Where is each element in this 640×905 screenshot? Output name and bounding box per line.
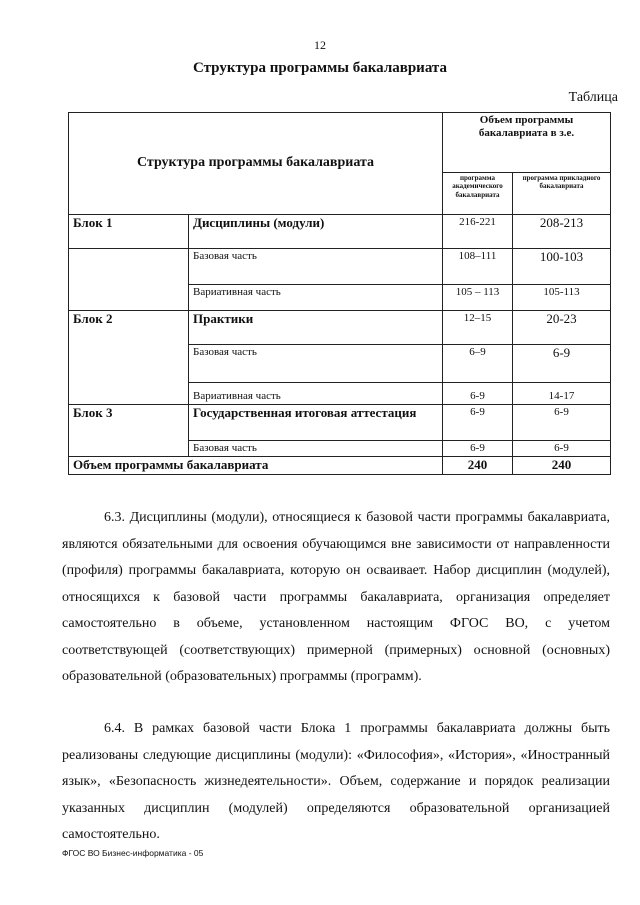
page-number: 12	[314, 38, 326, 52]
row-name: Базовая часть	[189, 249, 443, 285]
row-name: Государственная итоговая аттестация	[189, 405, 443, 441]
row-name: Базовая часть	[189, 441, 443, 457]
block-label	[69, 285, 189, 311]
row-name: Базовая часть	[189, 345, 443, 383]
row-name: Вариативная часть	[189, 383, 443, 405]
applied-value: 6-9	[513, 405, 611, 441]
table-row	[69, 345, 611, 383]
applied-value: 14-17	[513, 383, 611, 405]
block-label: Блок 3	[69, 405, 189, 441]
header-academic: программа академического бакалавриата	[443, 173, 513, 215]
total-academic: 240	[443, 457, 513, 475]
page-title: Структура программы бакалавриата	[193, 60, 447, 76]
block-label	[69, 249, 189, 285]
academic-value: 216-221	[443, 215, 513, 249]
paragraph-6-3	[62, 505, 610, 691]
header-applied: программа прикладного бакалавриата	[513, 173, 611, 215]
structure-table	[68, 112, 611, 475]
block-label: Блок 1	[69, 215, 189, 249]
paragraph-text: 6.4. В рамках базовой части Блока 1 программы бакалавриата должны быть реализованы следующие дисциплины (модули): «Философия», «История», «Иностранный язык», «Безопасность жизнедеятельности». Объем, содержание и порядок реализации указанных дисциплин (модулей) определяются образовательной организацией самостоятельно.	[62, 721, 610, 842]
table-label: Таблица	[568, 90, 618, 105]
applied-value: 6-9	[513, 441, 611, 457]
block-label: Блок 2	[69, 311, 189, 345]
row-name: Вариативная часть	[189, 285, 443, 311]
total-applied: 240	[513, 457, 611, 475]
header-structure: Структура программы бакалавриата	[69, 113, 443, 215]
academic-value: 108–111	[443, 249, 513, 285]
academic-value: 105 – 113	[443, 285, 513, 311]
footer-note: ФГОС ВО Бизнес-информатика - 05	[62, 848, 204, 858]
block-label	[69, 441, 189, 457]
table-row	[69, 441, 611, 457]
total-label: Объем программы бакалавриата	[69, 457, 443, 475]
header-volume: Объем программы бакалавриата в з.е.	[443, 113, 611, 173]
applied-value: 20-23	[513, 311, 611, 345]
table-row	[69, 215, 611, 249]
table-row	[69, 311, 611, 345]
applied-value: 100-103	[513, 249, 611, 285]
total-row	[69, 457, 611, 475]
applied-value: 6-9	[513, 345, 611, 383]
table-row	[69, 405, 611, 441]
academic-value: 6-9	[443, 441, 513, 457]
row-name: Практики	[189, 311, 443, 345]
table-row	[69, 383, 611, 405]
academic-value: 6-9	[443, 383, 513, 405]
paragraph-text: 6.3. Дисциплины (модули), относящиеся к базовой части программы бакалавриата, являются обязательными для освоения обучающимся вне зависимости от направленности (профиля) программы бакалавриата, которую он осваивает. Набор дисциплин (модулей), относящихся к базовой части программы бакалавриата, организация определяет самостоятельно в объеме, установленном настоящим ФГОС ВО, с учетом соответствующей (соответствующих) примерной (примерных) основной (основных) образовательной (образовательных) программы (программ).	[62, 510, 610, 684]
row-name: Дисциплины (модули)	[189, 215, 443, 249]
block-label	[69, 383, 189, 405]
applied-value: 208-213	[513, 215, 611, 249]
academic-value: 6-9	[443, 405, 513, 441]
table-row	[69, 285, 611, 311]
academic-value: 12–15	[443, 311, 513, 345]
table-row	[69, 249, 611, 285]
paragraph-6-4	[62, 716, 610, 849]
applied-value: 105-113	[513, 285, 611, 311]
academic-value: 6–9	[443, 345, 513, 383]
block-label	[69, 345, 189, 383]
